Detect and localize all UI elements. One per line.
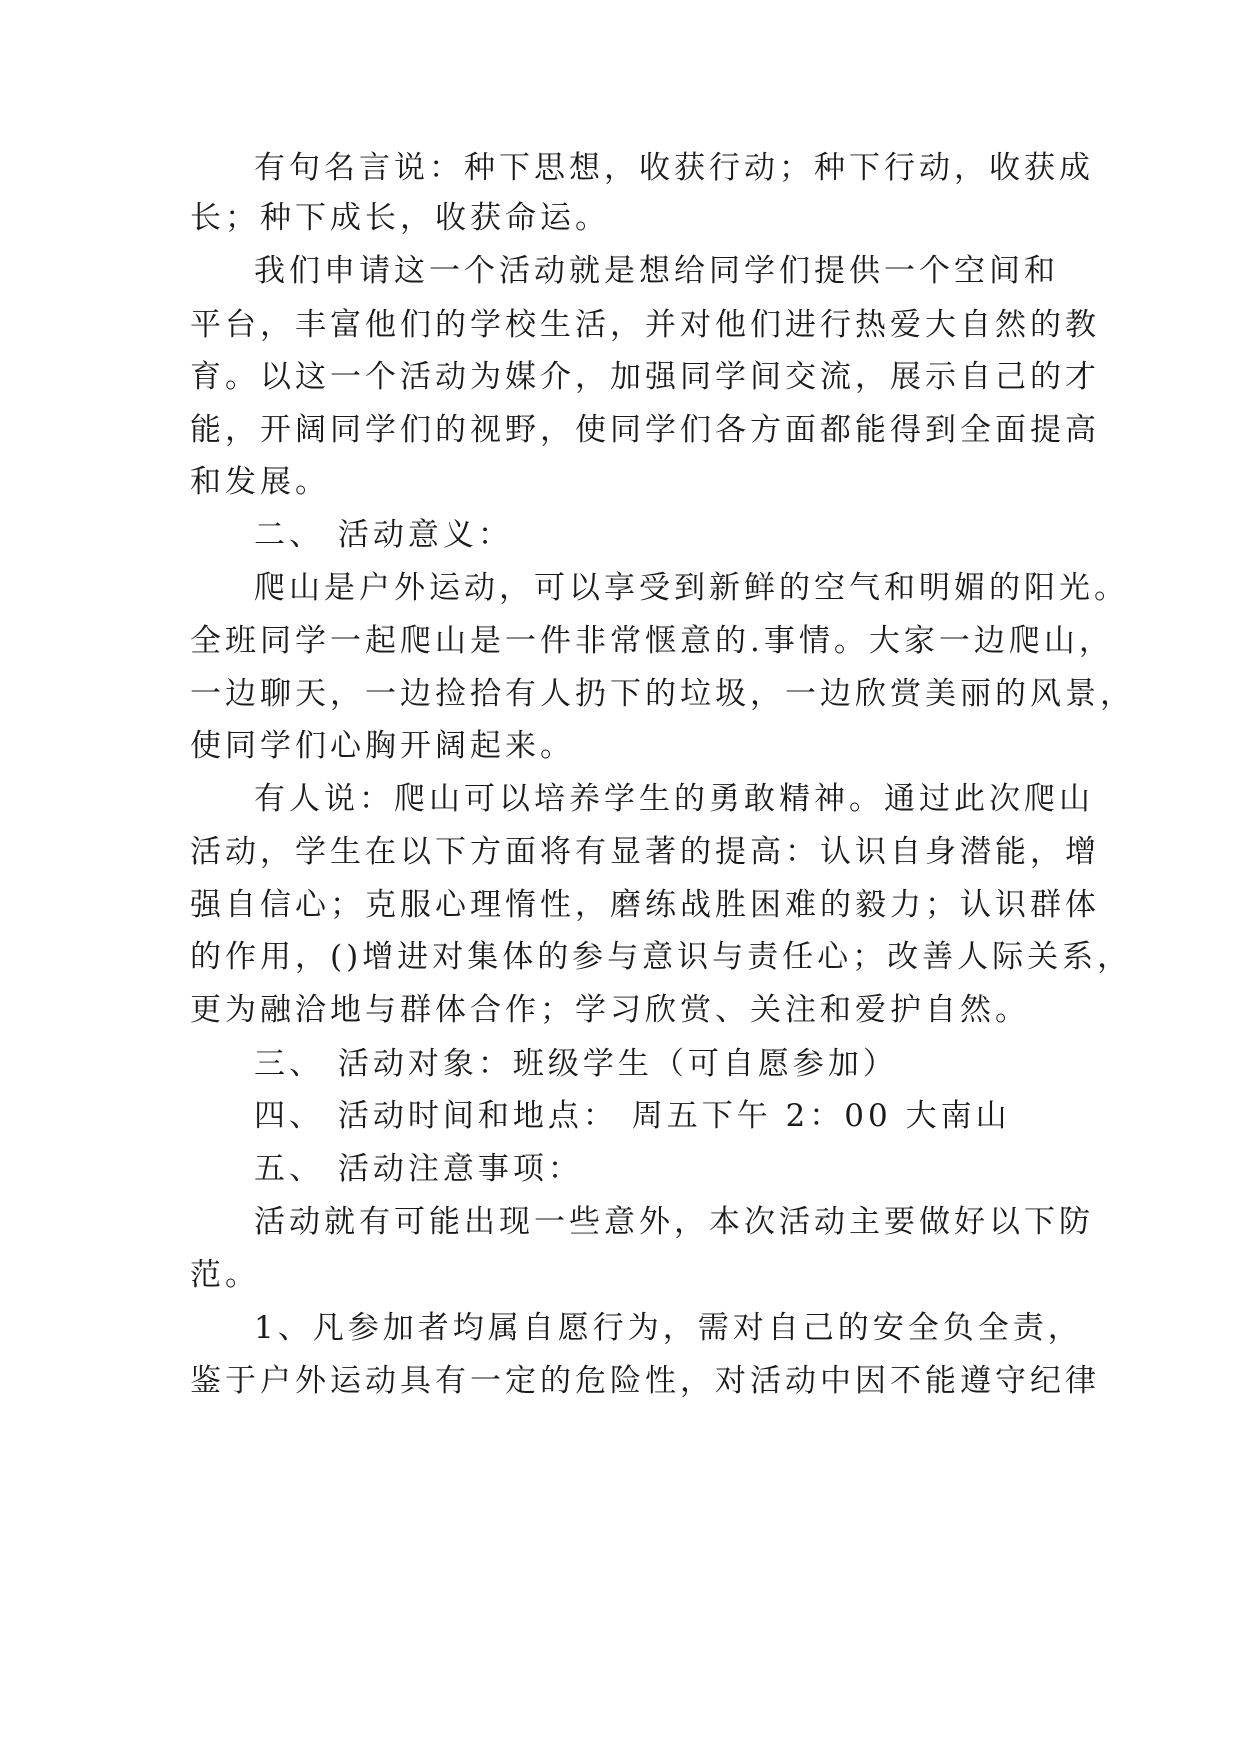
paragraph-line: 1、凡参加者均属自愿行为，需对自己的安全负全责， <box>254 1310 1083 1346</box>
paragraph-line: 活动就有可能出现一些意外，本次活动主要做好以下防 <box>254 1204 1094 1240</box>
section-heading: 三、 活动对象：班级学生（可自愿参加） <box>254 1046 898 1082</box>
paragraph-line: 平台，丰富他们的学校生活，并对他们进行热爱大自然的教 <box>190 307 1100 343</box>
paragraph-line: 有句名言说：种下思想，收获行动；种下行动，收获成 <box>254 150 1094 186</box>
paragraph-line: 有人说：爬山可以培养学生的勇敢精神。通过此次爬山 <box>254 781 1094 817</box>
paragraph-line: 的作用，()增进对集体的参与意识与责任心；改善人际关系， <box>190 939 1133 975</box>
paragraph-line: 能，开阔同学们的视野，使同学们各方面都能得到全面提高 <box>190 412 1100 448</box>
paragraph-line: 使同学们心胸开阔起来。 <box>190 728 575 764</box>
section-heading: 四、 活动时间和地点： 周五下午 2：00 大南山 <box>254 1098 1011 1134</box>
paragraph-line: 强自信心；克服心理惰性，磨练战胜困难的毅力；认识群体 <box>190 887 1100 923</box>
paragraph-line: 更为融洽地与群体合作；学习欣赏、关注和爱护自然。 <box>190 992 1030 1028</box>
paragraph-line: 爬山是户外运动，可以享受到新鲜的空气和明媚的阳光。 <box>254 570 1129 606</box>
paragraph-line: 长；种下成长，收获命运。 <box>190 200 610 236</box>
section-heading: 五、 活动注意事项： <box>254 1151 583 1187</box>
paragraph-line: 我们申请这一个活动就是想给同学们提供一个空间和 <box>254 253 1059 289</box>
paragraph-line: 范。 <box>190 1257 260 1293</box>
paragraph-line: 一边聊天，一边捡拾有人扔下的垃圾，一边欣赏美丽的风景， <box>190 676 1135 712</box>
section-heading: 二、 活动意义： <box>254 517 513 553</box>
paragraph-line: 鉴于户外运动具有一定的危险性，对活动中因不能遵守纪律 <box>190 1363 1100 1399</box>
paragraph-line: 全班同学一起爬山是一件非常惬意的.事情。大家一边爬山， <box>190 623 1114 659</box>
paragraph-line: 和发展。 <box>190 464 330 500</box>
paragraph-line: 育。以这一个活动为媒介，加强同学间交流，展示自己的才 <box>190 359 1100 395</box>
paragraph-line: 活动，学生在以下方面将有显著的提高：认识自身潜能，增 <box>190 834 1100 870</box>
